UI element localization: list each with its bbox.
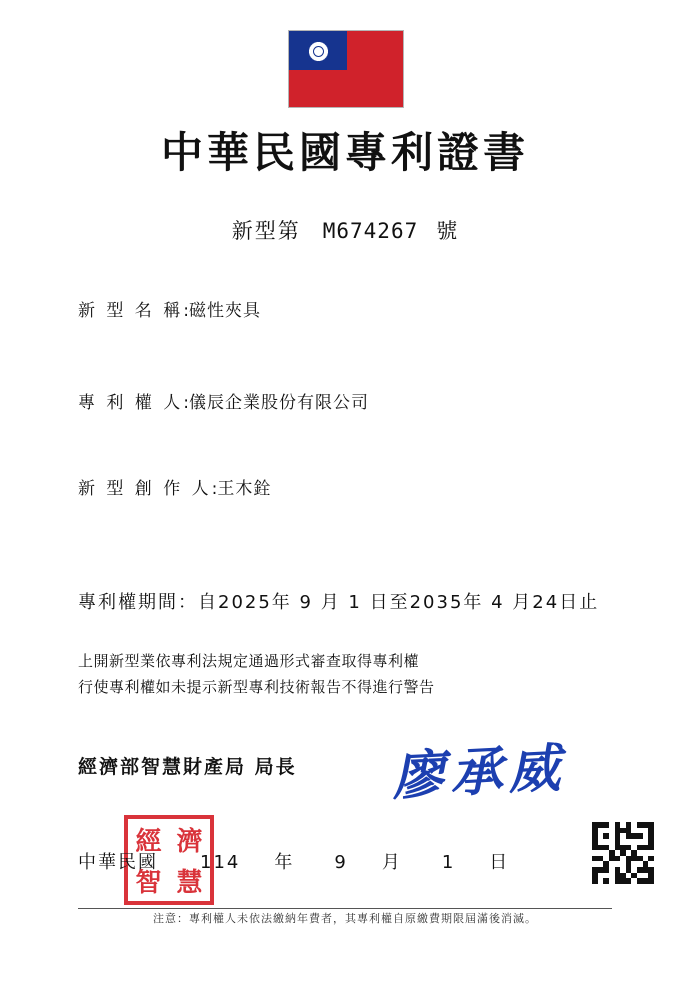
seal-char-2: 濟 bbox=[176, 827, 203, 857]
issue-date-year: 114 bbox=[200, 852, 241, 873]
field-inventor-label: 新 型 創 作 人 bbox=[78, 479, 212, 499]
field-patent-name bbox=[78, 296, 638, 321]
issue-date-day-unit: 日 bbox=[489, 852, 510, 873]
director-signature: 廖承威 bbox=[390, 737, 568, 808]
flag-field bbox=[288, 30, 404, 108]
issue-date-month: 9 bbox=[334, 852, 348, 873]
patent-number-value: M674267 bbox=[322, 219, 419, 243]
patent-number-unit: 號 bbox=[436, 219, 459, 243]
qr-cell bbox=[648, 878, 654, 884]
field-patent-owner-label: 專 利 權 人 bbox=[78, 393, 184, 413]
issuing-office-line: 經濟部智慧財產局 局長 bbox=[78, 756, 297, 778]
field-patent-name-value: 磁性夾具 bbox=[188, 301, 261, 321]
field-patent-owner-separator: : bbox=[183, 393, 189, 413]
issue-date-month-unit: 月 bbox=[381, 852, 402, 873]
field-patent-name-separator: : bbox=[183, 301, 189, 321]
field-inventor-value: 王木銓 bbox=[217, 479, 272, 499]
seal-char-3: 智 bbox=[135, 868, 162, 898]
patent-term-value: 自2025年 9 月 1 日至2035年 4 月24日止 bbox=[198, 592, 600, 613]
field-patent-name-label: 新 型 名 稱 bbox=[78, 301, 184, 321]
footer-divider bbox=[78, 908, 612, 909]
issue-date-year-unit: 年 bbox=[274, 852, 295, 873]
verification-qr-code bbox=[592, 822, 654, 884]
field-patent-owner-value: 儀辰企業股份有限公司 bbox=[188, 393, 369, 413]
field-inventor-separator: : bbox=[211, 479, 218, 499]
seal-char-1: 經 bbox=[135, 827, 162, 857]
footer-note: 注意：專利權人未依法繳納年費者，其專利權自原繳費期限屆滿後消滅。 bbox=[153, 912, 537, 925]
field-patent-owner bbox=[78, 388, 638, 413]
issue-date-line bbox=[78, 848, 638, 874]
certificate-notes bbox=[78, 648, 638, 700]
issue-date-day: 1 bbox=[441, 852, 456, 873]
white-sun-icon bbox=[308, 41, 328, 61]
certificate-note-line-1: 上開新型業依專利法規定通過形式審查取得專利權 bbox=[78, 652, 420, 670]
patent-term-line bbox=[78, 588, 678, 614]
certificate-note-line-2: 行使專利權如未提示新型專利技術報告不得進行警告 bbox=[78, 678, 435, 696]
certificate-title: 中華民國專利證書 bbox=[160, 128, 529, 177]
patent-term-label: 專利權期間： bbox=[78, 592, 198, 613]
seal-char-4: 慧 bbox=[176, 868, 203, 898]
issue-date-prefix: 中華民國 bbox=[78, 852, 158, 873]
patent-number-label: 新型第 bbox=[231, 219, 301, 243]
republic-of-china-flag-icon bbox=[288, 30, 404, 108]
field-inventor bbox=[78, 474, 638, 499]
patent-number-line bbox=[0, 215, 690, 245]
